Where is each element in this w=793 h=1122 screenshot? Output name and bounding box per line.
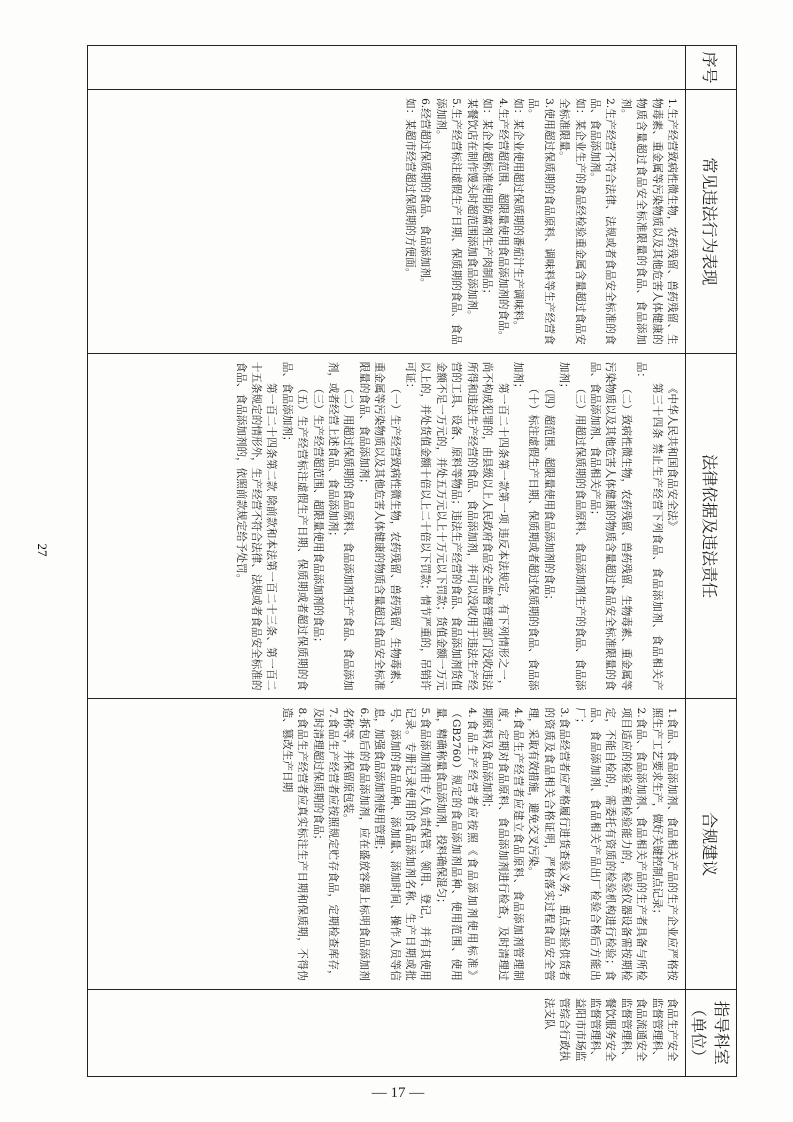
table-row: [88, 46, 686, 1077]
paragraph: 3.使用超过保质期的食品原料、调味料等生产经营食品。: [527, 98, 555, 345]
dept-cell: 食品生产安全监督管理科、食品流通安全监督管理科、餐饮服务安全监督管理科、益阳市市场监管综合行政执法支队: [88, 989, 686, 1076]
paragraph: 7.食品生产经营者应按照规定贮存食品，定期检查库存，及时清理超过保质期的食品；: [311, 707, 340, 981]
paragraph: 如：某超市经营超过保质期的方便面。: [404, 98, 417, 279]
paragraph: （五）生产经营标注虚假生产日期、保质期或者超过保质期的食品、食品添加剂；: [280, 361, 309, 691]
header-advice: 合规建议: [686, 699, 737, 989]
paragraph: （一）生产经营致病性微生物，农药残留、兽药残留、生物毒素、重金属等污染物质以及其他危害人体健康的物质含量超过食品安全标准限量的食品、食品添加剂；: [357, 361, 401, 691]
paragraph: 第一百二十四条第一款第一项 违反本法规定，有下列情形之一，尚不构成犯罪的，由县级以上人民政府食品安全监督管理部门没收违法所得和违法生产经营的食品、食品添加剂，并可以没收用于违法生产经营的工具、设备、原料等物品；违法生产经营的食品、食品添加剂货值金额不足一万元的，并处五万元以上十万元以下罚款；货值金额一万元以上的，并处货值金额十倍以上二十倍以下罚款；情节严重的，吊销许可证：: [404, 361, 509, 691]
paragraph: （三）用超过保质期的食品原料、食品添加剂生产的食品、食品添加剂；: [558, 361, 586, 691]
paragraph: 《中华人民共和国食品安全法》: [666, 382, 678, 532]
paragraph: （二）致病性微生物，农药残留、兽药残留、生物毒素、重金属等污染物质以及其他危害人体健康的物质含量超过食品安全标准限量的食品、食品添加剂、食品相关产品；: [588, 361, 632, 691]
paragraph: 4.食品生产经营者应建立食品原料、食品添加剂管理制度，定期对食品原料、食品添加剂进行检查，及时清理过期原料及食品添加剂；: [481, 707, 524, 981]
paragraph: 8.食品生产经营者应真实标注生产日期和保质期，不得伪造、篡改生产日期: [280, 707, 309, 981]
paragraph: 1.生产经营致病性微生物，农药残留、兽药残留、生物毒素、重金属等污染物质以及其他危害人体健康的物质含量超过食品安全标准限量的食品、食品添加剂。: [619, 98, 678, 345]
rotated-table-wrapper: [87, 45, 737, 1077]
issue-list: [402, 98, 679, 345]
paragraph: 如：某企业生产的食品经检验重金属含量超过食品安全标准限量。: [558, 98, 586, 345]
paragraph: 某餐饮店在制作馒头时超范围添加食品添加剂。: [465, 98, 478, 321]
compliance-table: [87, 45, 737, 1077]
paragraph: 4.食品生产经营者应按照《食品添加剂使用标准》（GB2760）规定的食品添加剂品种、使用范围、使用量，精确称量食品添加剂，投料确保混匀；: [434, 707, 478, 981]
paragraph: （三）生产经营超范围、超限量使用食品添加剂的食品；: [311, 382, 324, 648]
table-header-row: [686, 46, 737, 1077]
paragraph: 5.生产经营标注虚假生产日期、保质期的食品、食品添加剂。: [434, 98, 463, 345]
advice-list: [278, 707, 679, 980]
law-list: [232, 362, 679, 691]
advice-cell: [88, 699, 686, 989]
paragraph: 5.食品添加剂由专人负责保管、领用、登记，并有其使用记录。专册记录使用的食品添加剂名称、生产日期或批号、添加的食品品种、添加量、添加时间、操作人员等信息，加强食品添加剂使用管理；: [373, 707, 432, 981]
row-seq-cell: [88, 46, 686, 90]
header-dept: 指导科室（单位）: [686, 989, 737, 1076]
row-seq-number: 27: [35, 543, 50, 557]
paragraph: 6.拆包后的食品添加剂，应在盛放容器上标明食品添加剂名称等，并保留原包装。: [342, 707, 370, 981]
paragraph: 如：某企业超标准使用防腐剂生产肉制品；: [481, 98, 494, 300]
paragraph: （四）超范围、超限量使用食品添加剂的食品；: [542, 382, 555, 606]
paragraph: 第三十四条 禁止生产经营下列食品、食品添加剂、食品相关产品：: [635, 361, 663, 691]
paragraph: 2.生产经营不符合法律、法规或者食品安全标准的食品、食品添加剂。: [588, 98, 617, 345]
paragraph: 4.生产经营超范围、超限量使用食品添加剂的食品。: [496, 98, 509, 342]
issue-cell: [88, 90, 686, 354]
paragraph: 2.食品、食品添加剂、食品相关产品的生产者具备与所检项目适应的检验室和检验能力的，检验仪器设备需按期检定，不能自检的，需委托有资质的检验机构进行检验；食品、食品添加剂、食品相关产品出厂检验合格后方能出厂；: [573, 707, 648, 981]
law-cell: [88, 353, 686, 699]
paragraph: 1.食品、食品添加剂、食品相关产品的生产企业应严格按照生产工艺要求生产，做好关键控制点记录；: [650, 707, 678, 981]
paragraph: 第一百二十四条第二款 除前款和本法第一百二十三条、第一百二十五条规定的情形外，生产经营不符合法律、法规或者食品安全标准的食品、食品添加剂的，依照前款规定给予处罚。: [234, 361, 278, 691]
paragraph: 6.经营超过保质期的食品、食品添加剂。: [419, 98, 432, 289]
header-seq: 序号: [686, 46, 737, 90]
paragraph: 3.食品经营者应严格履行进货查验义务，重点查验供货者的资质及食品相关合格证明，严格落实过程食品安全管理，采取有效措施，避免交叉污染。: [527, 707, 571, 981]
page-number: — 17 —: [371, 1085, 425, 1101]
header-law: 法律依据及违法责任: [686, 353, 737, 699]
paragraph: （十）标注虚假生产日期、保质期或者超过保质期的食品、食品添加剂；: [511, 361, 540, 691]
paragraph: （二）用超过保质期的食品原料、食品添加剂生产食品、食品添加剂，或者经营上述食品、食品添加剂；: [327, 361, 355, 691]
paragraph: 如：某企业使用超过保质期的番茄汁生产调味料。: [511, 98, 524, 332]
header-issue: 常见违法行为表现: [686, 90, 737, 354]
